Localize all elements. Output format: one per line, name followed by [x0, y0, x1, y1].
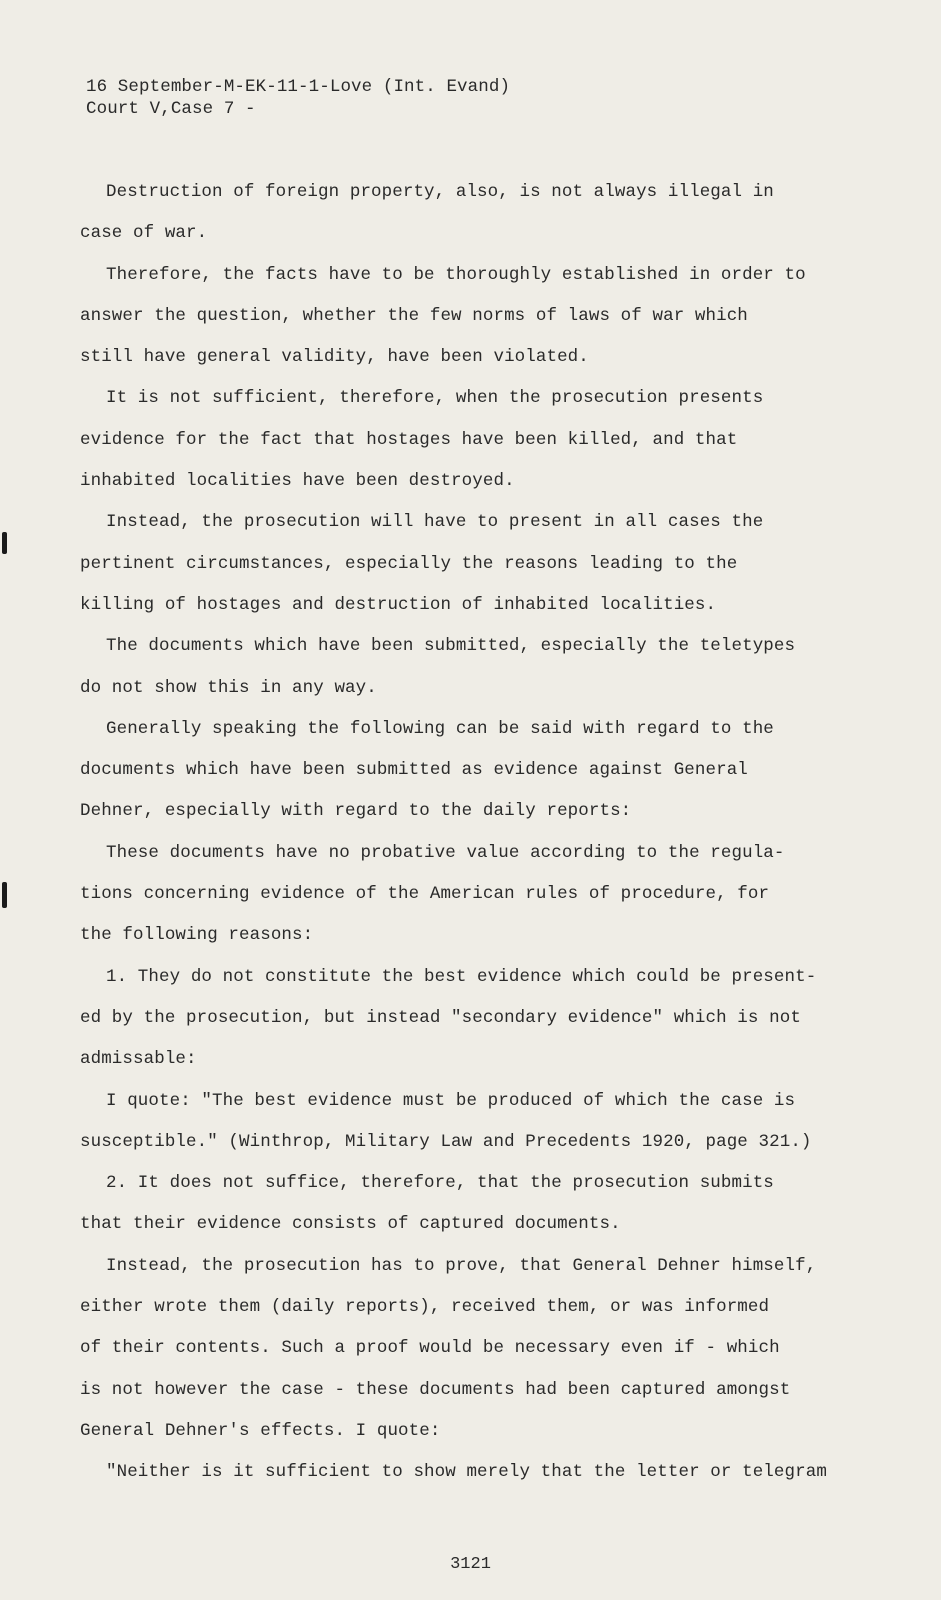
- binding-mark: [2, 532, 7, 554]
- text-line: "Neither is it sufficient to show merely that the letter or telegram: [106, 1462, 827, 1483]
- paragraph: [80, 255, 900, 379]
- paragraph: [80, 1246, 900, 1452]
- text-line: ed by the prosecution, but instead "secondary evidence" which is not: [80, 1007, 801, 1028]
- text-line: evidence for the fact that hostages have been killed, and that: [80, 429, 738, 450]
- text-line: killing of hostages and destruction of inhabited localities.: [80, 594, 717, 615]
- text-line: the following reasons:: [80, 925, 314, 946]
- text-line: do not show this in any way.: [80, 677, 377, 698]
- text-line: either wrote them (daily reports), received them, or was informed: [80, 1297, 770, 1318]
- text-line: It is not sufficient, therefore, when the prosecution presents: [106, 388, 764, 409]
- paragraph: [80, 957, 900, 1081]
- text-line: admissable:: [80, 1049, 197, 1070]
- paragraph: [80, 378, 900, 502]
- text-line: Instead, the prosecution will have to present in all cases the: [106, 512, 764, 533]
- paragraph: [80, 1163, 900, 1246]
- text-line: These documents have no probative value according to the regula-: [106, 842, 785, 863]
- text-line: case of war.: [80, 223, 208, 244]
- text-line: of their contents. Such a proof would be necessary even if - which: [80, 1338, 780, 1359]
- text-line: still have general validity, have been violated.: [80, 347, 589, 368]
- text-line: I quote: "The best evidence must be produced of which the case is: [106, 1090, 796, 1111]
- paragraph: [80, 833, 900, 957]
- header-court-line: Court V,Case 7 -: [86, 99, 256, 119]
- binding-mark: [2, 882, 7, 908]
- text-line: that their evidence consists of captured documents.: [80, 1214, 621, 1235]
- text-line: inhabited localities have been destroyed.: [80, 471, 515, 492]
- text-line: is not however the case - these documents had been captured amongst: [80, 1379, 791, 1400]
- text-line: Therefore, the facts have to be thoroughly established in order to: [106, 264, 806, 285]
- text-line: Generally speaking the following can be said with regard to the: [106, 718, 774, 739]
- text-line: answer the question, whether the few norms of laws of war which: [80, 305, 748, 326]
- paragraph: [80, 1452, 900, 1493]
- page-number: 3121: [450, 1555, 491, 1574]
- paragraph: [80, 626, 900, 709]
- header-reference-line: 16 September-M-EK-11-1-Love (Int. Evand): [86, 77, 511, 97]
- text-line: 1. They do not constitute the best evidence which could be present-: [106, 966, 817, 987]
- text-line: Instead, the prosecution has to prove, that General Dehner himself,: [106, 1255, 817, 1276]
- text-line: tions concerning evidence of the American rules of procedure, for: [80, 884, 770, 905]
- text-line: documents which have been submitted as evidence against General: [80, 760, 748, 781]
- text-line: 2. It does not suffice, therefore, that the prosecution submits: [106, 1173, 774, 1194]
- text-line: Dehner, especially with regard to the daily reports:: [80, 801, 632, 822]
- document-body: [80, 172, 900, 1494]
- text-line: The documents which have been submitted, especially the teletypes: [106, 636, 796, 657]
- text-line: Destruction of foreign property, also, is not always illegal in: [106, 182, 774, 202]
- paragraph: [80, 709, 900, 833]
- text-line: pertinent circumstances, especially the reasons leading to the: [80, 553, 738, 574]
- paragraph: [80, 172, 900, 255]
- paragraph: [80, 1081, 900, 1164]
- document-header: [86, 76, 510, 120]
- text-line: General Dehner's effects. I quote:: [80, 1420, 441, 1441]
- paragraph: [80, 502, 900, 626]
- text-line: susceptible." (Winthrop, Military Law and Precedents 1920, page 321.): [80, 1131, 812, 1152]
